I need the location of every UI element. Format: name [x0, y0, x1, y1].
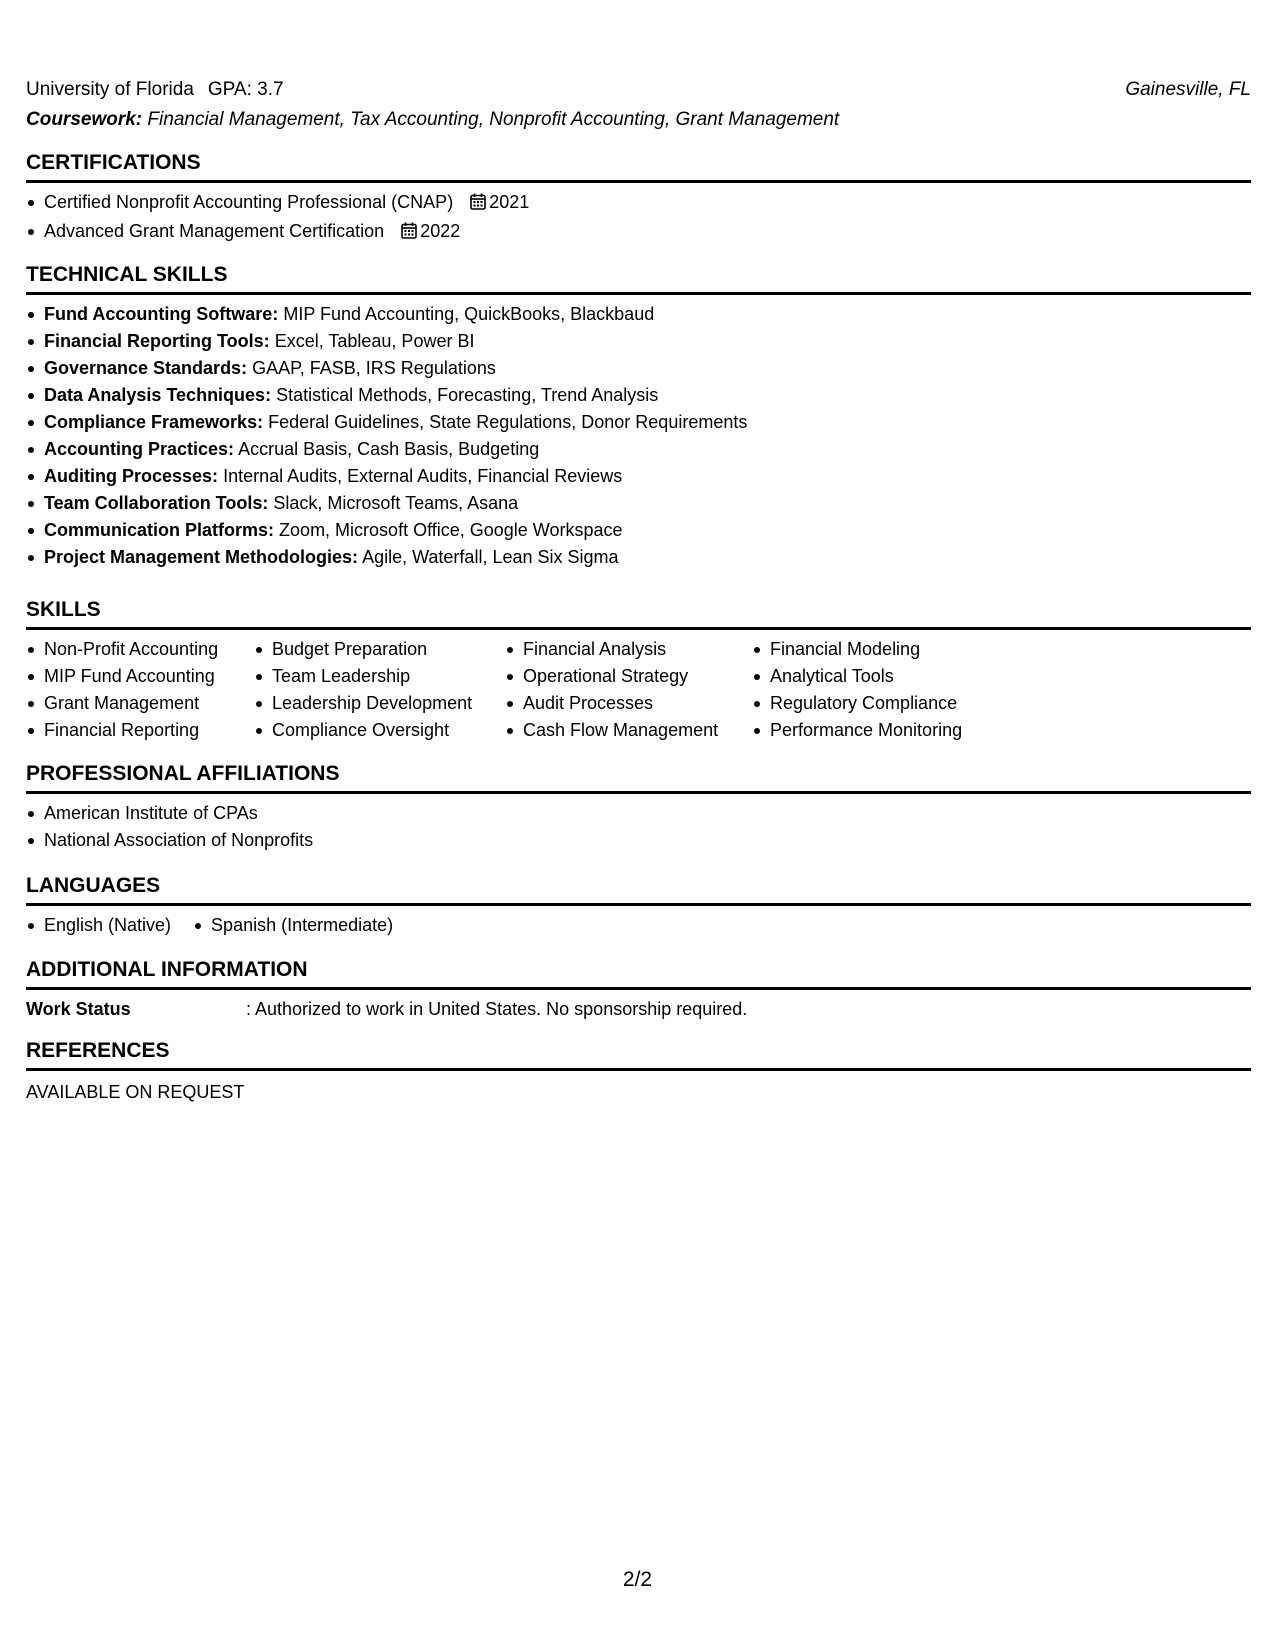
skill-category: Auditing Processes: — [44, 466, 219, 486]
education-location: Gainesville, FL — [1125, 79, 1251, 100]
skill-category: Data Analysis Techniques: — [44, 385, 272, 405]
work-status-row — [26, 996, 1251, 1022]
skill-category: Financial Reporting Tools: — [44, 331, 270, 351]
skill-item: Budget Preparation — [254, 636, 505, 663]
skill-item: Financial Reporting — [26, 717, 254, 744]
coursework-list: Financial Management, Tax Accounting, Nonprofit Accounting, Grant Management — [147, 109, 840, 130]
section-divider — [26, 987, 1251, 990]
section-divider — [26, 791, 1251, 794]
certification-year: 2021 — [489, 192, 530, 212]
calendar-icon — [401, 220, 417, 247]
skill-category: Communication Platforms: — [44, 520, 275, 540]
skill-item: Cash Flow Management — [505, 717, 752, 744]
skill-item: Regulatory Compliance — [752, 690, 1012, 717]
section-divider — [26, 627, 1251, 630]
skill-category: Team Collaboration Tools: — [44, 493, 269, 513]
skills-column — [26, 636, 254, 744]
languages-list — [26, 912, 415, 939]
skill-item: Operational Strategy — [505, 663, 752, 690]
technical-skill-item — [26, 301, 1251, 328]
technical-skill-item — [26, 544, 1251, 571]
skill-item: Analytical Tools — [752, 663, 1012, 690]
education-row — [26, 78, 1251, 102]
section-title: PROFESSIONAL AFFILIATIONS — [26, 762, 340, 785]
certification-year: 2022 — [420, 221, 461, 241]
section-divider — [26, 903, 1251, 906]
skill-category: Accounting Practices: — [44, 439, 235, 459]
skill-values: Federal Guidelines, State Regulations, Donor Requirements — [268, 412, 748, 432]
skills-grid — [26, 636, 1251, 744]
skill-category: Governance Standards: — [44, 358, 248, 378]
skill-item: Leadership Development — [254, 690, 505, 717]
certification-item — [26, 189, 1251, 218]
skill-item: Team Leadership — [254, 663, 505, 690]
affiliations-section — [26, 761, 1251, 854]
coursework — [26, 108, 839, 132]
languages-section — [26, 873, 1251, 939]
skill-item: Compliance Oversight — [254, 717, 505, 744]
technical-skill-item — [26, 355, 1251, 382]
affiliations-list — [26, 800, 1251, 854]
technical-skill-item — [26, 463, 1251, 490]
skill-category: Project Management Methodologies: — [44, 547, 359, 567]
technical-skill-item — [26, 436, 1251, 463]
skill-values: Accrual Basis, Cash Basis, Budgeting — [238, 439, 540, 459]
affiliation-item: American Institute of CPAs — [26, 800, 1251, 827]
calendar-icon — [470, 191, 486, 218]
section-title: LANGUAGES — [26, 874, 161, 897]
additional-info-section — [26, 957, 1251, 1022]
language-item: English (Native) — [26, 912, 171, 939]
section-title: CERTIFICATIONS — [26, 151, 201, 174]
skill-category: Fund Accounting Software: — [44, 304, 279, 324]
language-item: Spanish (Intermediate) — [193, 912, 393, 939]
coursework-label: Coursework: — [26, 109, 143, 130]
skill-values: Slack, Microsoft Teams, Asana — [273, 493, 519, 513]
affiliation-item: National Association of Nonprofits — [26, 827, 1251, 854]
school-name: University of Florida — [26, 79, 194, 100]
technical-skill-item — [26, 382, 1251, 409]
skill-item: Performance Monitoring — [752, 717, 1012, 744]
technical-skills-list — [26, 301, 1251, 571]
skill-values: GAAP, FASB, IRS Regulations — [252, 358, 496, 378]
section-divider — [26, 292, 1251, 295]
work-status-label: Work Status — [26, 999, 131, 1019]
certification-name: Advanced Grant Management Certification — [44, 221, 385, 241]
skill-values: Statistical Methods, Forecasting, Trend Analysis — [276, 385, 659, 405]
skill-values: Excel, Tableau, Power BI — [274, 331, 475, 351]
certification-name: Certified Nonprofit Accounting Professional (CNAP) — [44, 192, 454, 212]
skill-category: Compliance Frameworks: — [44, 412, 264, 432]
section-title: ADDITIONAL INFORMATION — [26, 958, 308, 981]
section-divider — [26, 180, 1251, 183]
skill-values: Agile, Waterfall, Lean Six Sigma — [362, 547, 619, 567]
section-title: SKILLS — [26, 598, 101, 621]
skills-section — [26, 597, 1251, 744]
skills-column — [752, 636, 1012, 744]
page-number: 2/2 — [622, 1568, 653, 1591]
work-status-value: : Authorized to work in United States. No sponsorship required. — [246, 999, 748, 1019]
skill-item: Financial Analysis — [505, 636, 752, 663]
skill-values: Zoom, Microsoft Office, Google Workspace — [279, 520, 623, 540]
technical-skill-item — [26, 490, 1251, 517]
technical-skill-item — [26, 328, 1251, 355]
skill-item: MIP Fund Accounting — [26, 663, 254, 690]
section-divider — [26, 1068, 1251, 1071]
skills-column — [505, 636, 752, 744]
skill-item: Grant Management — [26, 690, 254, 717]
section-title: REFERENCES — [26, 1039, 170, 1062]
skill-item: Audit Processes — [505, 690, 752, 717]
certification-item — [26, 218, 1251, 247]
skill-values: Internal Audits, External Audits, Financial Reviews — [223, 466, 623, 486]
skills-column — [254, 636, 505, 744]
technical-skills-section — [26, 262, 1251, 571]
gpa: GPA: 3.7 — [207, 79, 284, 100]
certifications-section — [26, 150, 1251, 247]
section-title: TECHNICAL SKILLS — [26, 263, 228, 286]
references-text: AVAILABLE ON REQUEST — [26, 1082, 245, 1102]
technical-skill-item — [26, 517, 1251, 544]
skill-item: Non-Profit Accounting — [26, 636, 254, 663]
languages-row — [26, 912, 1251, 939]
certifications-list — [26, 189, 1251, 247]
skill-values: MIP Fund Accounting, QuickBooks, Blackbaud — [283, 304, 655, 324]
references-section — [26, 1038, 1251, 1105]
technical-skill-item — [26, 409, 1251, 436]
education-info — [26, 78, 284, 102]
skill-item: Financial Modeling — [752, 636, 1012, 663]
